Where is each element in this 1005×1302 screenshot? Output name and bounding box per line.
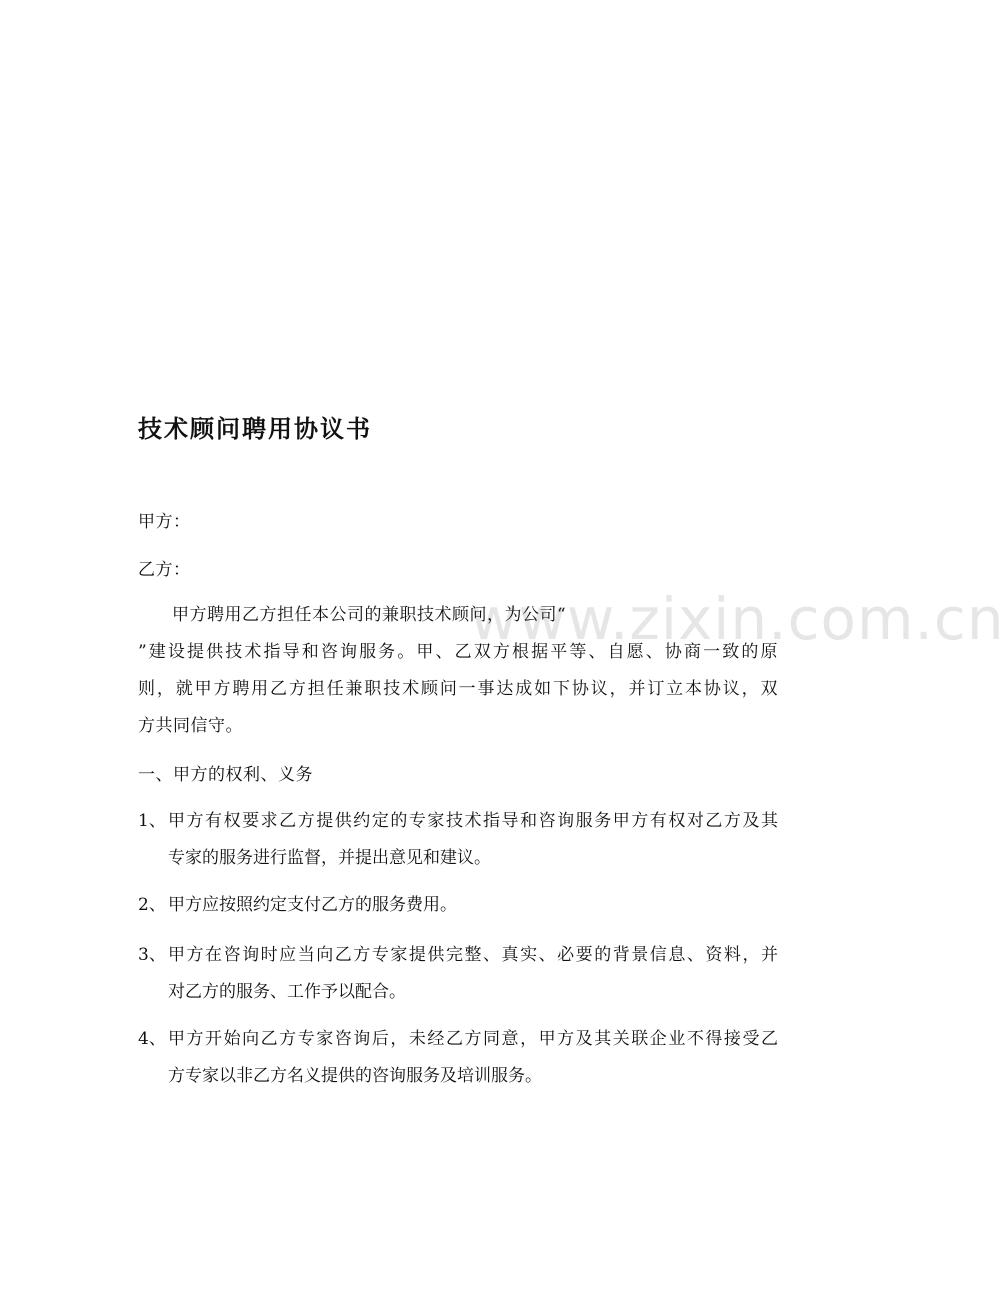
item-text: 甲方开始向乙方专家咨询后，未经乙方同意，甲方及其关联企业不得接受乙 [168,1029,778,1049]
item-text: 甲方有权要求乙方提供约定的专家技术指导和咨询服务甲方有权对乙方及其 [168,811,778,831]
document-title: 技术顾问聘用协议书 [138,415,372,443]
intro-line: 方共同信守。 [138,716,243,736]
item-number: 2、 [138,895,166,915]
item-number: 4、 [138,1029,166,1049]
watermark: www.zixin.com.cn [470,585,1005,653]
section-heading: 一、甲方的权利、义务 [138,765,313,785]
item-number: 3、 [138,945,166,965]
intro-line: ”建设提供技术指导和咨询服务。甲、乙双方根据平等、自愿、协商一致的原 [138,642,778,662]
intro-line: 则，就甲方聘用乙方担任兼职技术顾问一事达成如下协议，并订立本协议，双 [138,679,778,699]
item-text: 专家的服务进行监督，并提出意见和建议。 [168,848,491,868]
item-number: 1、 [138,811,166,831]
intro-line: 甲方聘用乙方担任本公司的兼职技术顾问，为公司“ [172,605,567,625]
item-text: 甲方在咨询时应当向乙方专家提供完整、真实、必要的背景信息、资料，并 [168,945,778,965]
item-text: 对乙方的服务、工作予以配合。 [168,982,406,1002]
item-text: 甲方应按照约定支付乙方的服务费用。 [168,895,457,915]
party-b-label: 乙方： [138,560,191,580]
item-text: 方专家以非乙方名义提供的咨询服务及培训服务。 [168,1066,542,1086]
party-a-label: 甲方： [138,512,191,532]
